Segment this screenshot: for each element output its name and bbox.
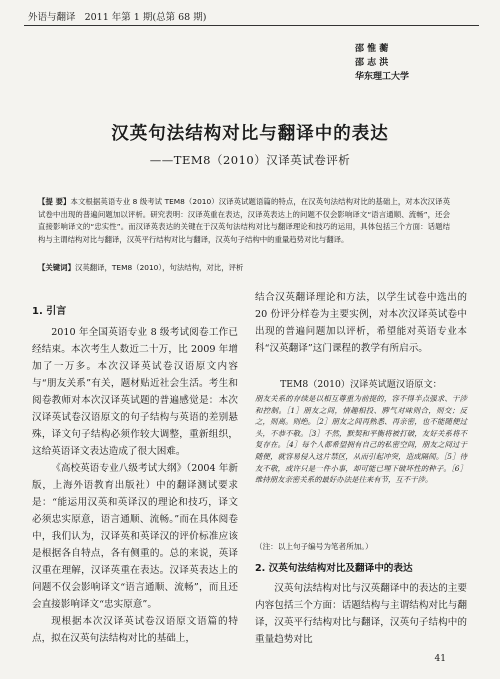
paragraph: 汉英句法结构对比与汉英翻译中的表达的主要内容包括三个方面：话题结构与主谓结构对比与翻译，汉英平行结构对比与翻译，汉英句子结构中的重量趋势对比 <box>255 583 467 645</box>
right-column <box>255 289 467 357</box>
author-block <box>355 42 445 84</box>
paragraph: 结合汉英翻译理论和方法，以学生试卷中选出的 20 份评分样卷为主要实例，对本次汉译英试卷中出现的普遍问题加以评析，希望能对英语专业本科“汉英翻译”这门课程的教学有所启示。 <box>255 292 467 354</box>
author-1: 邵 惟 蘅 <box>355 44 389 54</box>
section-2-text <box>255 580 467 648</box>
quote-heading: TEM8（2010）汉译英试题汉语原文： <box>280 379 442 390</box>
affiliation: 华东理工大学 <box>355 72 410 82</box>
paragraph: 现根据本次汉译英试卷汉语原文语篇的特点，拟在汉英句法结构对比的基础上， <box>32 616 238 644</box>
keywords-label: 【关键词】 <box>38 263 75 272</box>
keywords-text: 汉英翻译，TEM8（2010），句法结构，对比，评析 <box>74 263 244 272</box>
section-2-heading: 2. 汉英句法结构对比及翻译中的表达 <box>255 563 413 574</box>
page-number: 41 <box>434 654 446 664</box>
left-column <box>32 324 238 647</box>
journal-name: 外语与翻译 <box>28 12 76 23</box>
source-text-quote: 朋友关系的存续是以相互尊重为前提的，容不得半点强求、干涉和控制。［1］朋友之间，情趣相投、脾气对味则合，则交；反之，则离。则绝。［2］朋友之间再熟悉、再亲密，也不能随便过头，不恭不敬。［3］不然，默契和平衡将被打破，友好关系将不复存在。［4］每个人都希望拥有自己的私密空间，朋友之间过于随便，就容易侵入这片禁区，从而引起冲突，造成隔阂。［5］待友不敬，或许只是一件小事，却可能已埋下破坏性的种子。［6］维持朋友亲密关系的最好办法是往来有节，互不干涉。 <box>255 394 467 485</box>
abstract-text: 本文根据英语专业 8 级考试 TEM8（2010）汉译英试题语篇的特点，在汉英句法结构对比的基础上，对本次汉译英试卷中出现的普遍问题加以评析。研究表明：汉译英重在表达，汉译英表达上的问题不仅会影响译文“语言通顺、流畅”，还会直接影响译文的“忠实性”。而汉译英表达的关键在于汉英句法结构对比与翻译理论和技巧的运用，具体包括三个方面：话题结构与主谓结构对比与翻译，汉英平行结构对比与翻译，汉英句子结构中的重量趋势对比与翻译。 <box>38 197 450 244</box>
paper-title: 汉英句法结构对比与翻译中的表达 <box>111 124 389 144</box>
paragraph: 《高校英语专业八级考试大纲》（2004 年新版，上海外语教育出版社）中的翻译测试要求是：“能运用汉英和英译汉的理论和技巧，译文必须忠实原意，语言通顺、流畅。”而在具体阅卷中，我们认为，汉译英和英译汉的评价标准应该是根据各自特点，各有侧重的。总的来说，英译汉重在理解，汉译英重在表达。汉译英表达上的问题不仅会影响译文“语言通顺、流畅”，而且还会直接影响译文“忠实原意”。 <box>32 463 238 610</box>
author-2: 邵 志 洪 <box>355 58 389 68</box>
abstract <box>38 196 450 246</box>
running-header <box>28 9 206 23</box>
issue-info: 2011 年第 1 期(总第 68 期) <box>84 12 207 23</box>
paper-subtitle: ——TEM8（2010）汉译英试卷评析 <box>149 153 351 167</box>
paragraph: 2010 年全国英语专业 8 级考试阅卷工作已经结束。本次考生人数近二十万，比 2009 年增加了一万多。本次汉译英试卷汉语原文内容与“朋友关系”有关，题材贴近社会生活。考生和阅卷教师对本次汉译英试题的普遍感觉是：本次汉译英试卷汉语原文的句子结构与英语的差别悬殊，译文句子结构必须作较大调整，重新组织，这给英语译文表达造成了很大困难。 <box>32 327 238 457</box>
keywords <box>38 262 450 274</box>
section-1-heading: 1. 引言 <box>32 306 67 317</box>
abstract-label: 【提 要】 <box>38 197 71 206</box>
header-rule <box>24 25 479 26</box>
footnote: （注：以上句子编号为笔者所加。） <box>255 542 373 551</box>
